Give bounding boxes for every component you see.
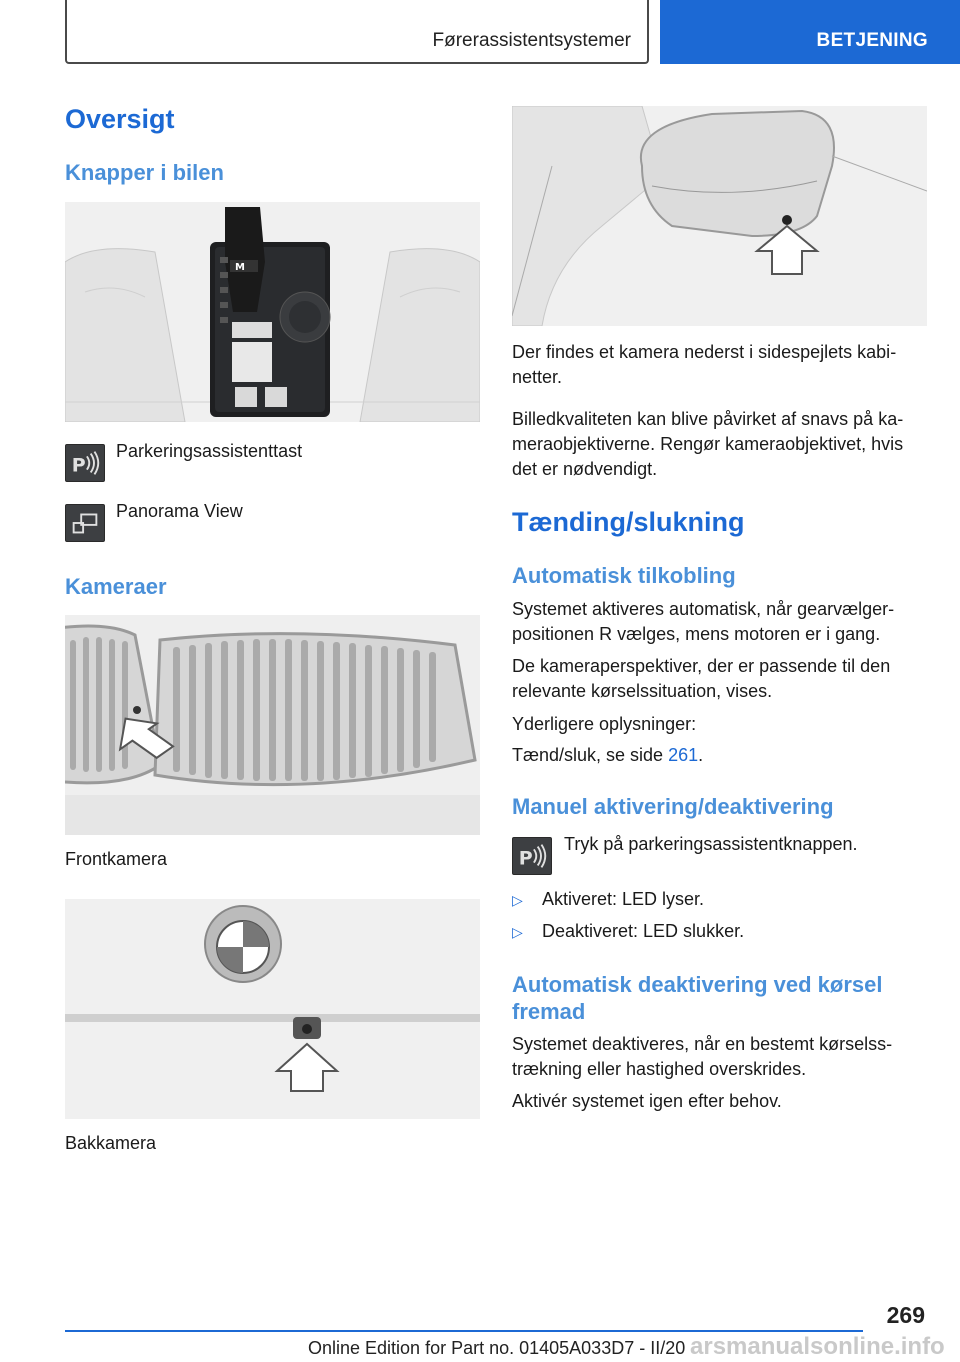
symbol-label-panorama: Panorama View [116, 501, 243, 521]
page-number: 269 [886, 1302, 925, 1328]
bullet-deactivated-text: Deaktiveret: LED slukker. [542, 921, 745, 941]
figure-side-mirror [512, 106, 927, 326]
bullet-deactivated [512, 921, 744, 942]
figure-front-camera [65, 615, 480, 835]
see-page-prefix: Tænd/sluk, se side [512, 745, 669, 765]
paragraph-mirror-camera: Der findes et kamera nederst i sidespejlets kabinetter. [512, 342, 897, 387]
see-page-suffix: . [698, 745, 704, 765]
header-chapter-title: BETJENING [816, 30, 928, 51]
side-mirror-illustration [512, 106, 927, 326]
symbol-label-parking: Parkeringsassistenttast [116, 441, 303, 461]
bullet-triangle-icon: ▷ [512, 924, 523, 940]
svg-text:P: P [518, 847, 533, 870]
heading-overview: Oversigt [65, 104, 175, 134]
header-section-box [65, 0, 649, 64]
front-grille-illustration [65, 615, 480, 835]
svg-text:M: M [235, 262, 245, 273]
subheading-buttons: Knapper i bilen [65, 160, 224, 185]
footer-watermark: arsmanualsonline.info [690, 1333, 945, 1360]
paragraph-auto-off-2: Aktivér systemet igen efter behov. [512, 1091, 782, 1111]
subheading-auto-off: Automatisk deaktivering ved kørsel fremad [512, 972, 883, 1024]
figure-rear-camera [65, 899, 480, 1119]
caption-rear-camera: Bakkamera [65, 1133, 157, 1153]
figure-center-console [65, 202, 480, 422]
footer-edition: Online Edition for Part no. 01405A033D7 - II/20 [308, 1338, 686, 1358]
paragraph-auto-off-1: Systemet deaktiveres, når en bestemt kørselsstrækning eller hastighed overskrides. [512, 1034, 893, 1079]
subheading-manual: Manuel aktivering/deaktivering [512, 794, 834, 819]
page-link-261[interactable]: 261 [668, 745, 699, 765]
header-section-title: Førerassistentsystemer [432, 30, 631, 51]
caption-front-camera: Frontkamera [65, 849, 168, 869]
subheading-cameras: Kameraer [65, 574, 167, 599]
bullet-activated [512, 889, 704, 910]
svg-text:P: P [71, 454, 86, 477]
bullet-activated-text: Aktiveret: LED lyser. [542, 889, 705, 909]
footer-divider [65, 1330, 863, 1332]
manual-instruction: Tryk på parkeringsassistentknappen. [564, 834, 858, 854]
subheading-auto-on: Automatisk tilkobling [512, 563, 736, 588]
rear-camera-illustration [65, 899, 480, 1119]
paragraph-see-page [512, 743, 927, 768]
paragraph-auto-on-2: De kameraperspektiver, der er passende til den relevante kørselssituation, vises. [512, 656, 891, 701]
header-chapter-tab [660, 0, 960, 64]
bullet-triangle-icon: ▷ [512, 892, 523, 908]
parking-assistant-icon [512, 837, 552, 875]
center-console-illustration [65, 202, 480, 422]
heading-switch-on-off: Tænding/slukning [512, 507, 745, 537]
paragraph-more-info: Yderligere oplysninger: [512, 714, 697, 734]
parking-assistant-icon [65, 444, 105, 482]
paragraph-auto-on-1: Systemet aktiveres automatisk, når gearvælgerpositionen R vælges, mens motoren er i gang. [512, 599, 895, 644]
paragraph-image-quality: Billedkvaliteten kan blive påvirket af snavs på kameraobjektiverne. Rengør kameraobjektivet, hvis det er nødvendigt. [512, 409, 904, 479]
panorama-view-icon [65, 504, 105, 542]
